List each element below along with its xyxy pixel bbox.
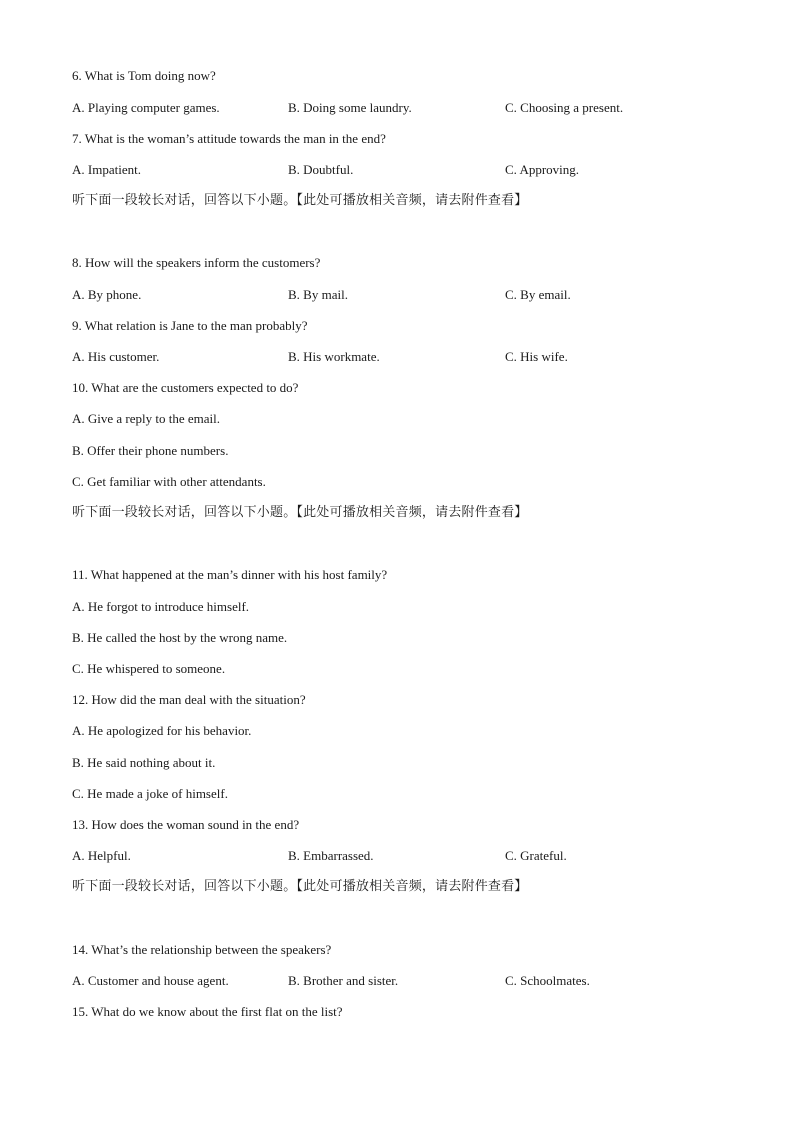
question-9-option-c: C. His wife. <box>505 349 568 364</box>
question-10-option-a: A. Give a reply to the email. <box>72 411 221 426</box>
question-8-option-b: B. By mail. <box>288 287 348 302</box>
listening-instruction-2: 听下面一段较长对话，回答以下小题。【此处可播放相关音频，请去附件查看】 <box>72 505 528 520</box>
question-6-option-b: B. Doing some laundry. <box>288 100 412 115</box>
question-9-option-a: A. His customer. <box>72 349 160 364</box>
question-13-option-b: B. Embarrassed. <box>288 848 374 863</box>
question-14-stem: 14. What’s the relationship between the speakers? <box>72 942 332 957</box>
question-7-option-a: A. Impatient. <box>72 162 141 177</box>
question-14-option-c: C. Schoolmates. <box>505 973 590 988</box>
question-11-option-c: C. He whispered to someone. <box>72 661 226 676</box>
question-7-option-c: C. Approving. <box>505 162 580 177</box>
listening-instruction-3: 听下面一段较长对话，回答以下小题。【此处可播放相关音频，请去附件查看】 <box>72 879 528 894</box>
listening-instruction-1: 听下面一段较长对话，回答以下小题。【此处可播放相关音频，请去附件查看】 <box>72 193 528 208</box>
question-12-option-a: A. He apologized for his behavior. <box>72 723 252 738</box>
question-15-stem: 15. What do we know about the first flat on the list? <box>72 1004 343 1019</box>
question-6-option-c: C. Choosing a present. <box>505 100 624 115</box>
question-13-stem: 13. How does the woman sound in the end? <box>72 817 300 832</box>
question-12-stem: 12. How did the man deal with the situation? <box>72 692 306 707</box>
question-13-option-a: A. Helpful. <box>72 848 131 863</box>
question-7-option-b: B. Doubtful. <box>288 162 354 177</box>
question-14-option-b: B. Brother and sister. <box>288 973 399 988</box>
question-11-option-a: A. He forgot to introduce himself. <box>72 599 250 614</box>
question-8-option-c: C. By email. <box>505 287 571 302</box>
question-9-option-b: B. His workmate. <box>288 349 380 364</box>
question-12-option-c: C. He made a joke of himself. <box>72 786 228 801</box>
question-7-stem: 7. What is the woman’s attitude towards the man in the end? <box>72 131 386 146</box>
question-8-option-a: A. By phone. <box>72 287 142 302</box>
question-11-option-b: B. He called the host by the wrong name. <box>72 630 288 645</box>
question-10-option-c: C. Get familiar with other attendants. <box>72 474 266 489</box>
question-6-option-a: A. Playing computer games. <box>72 100 220 115</box>
question-11-stem: 11. What happened at the man’s dinner with his host family? <box>72 567 388 582</box>
question-6-stem: 6. What is Tom doing now? <box>72 68 216 83</box>
question-12-option-b: B. He said nothing about it. <box>72 755 216 770</box>
question-14-option-a: A. Customer and house agent. <box>72 973 229 988</box>
question-10-option-b: B. Offer their phone numbers. <box>72 443 229 458</box>
question-8-stem: 8. How will the speakers inform the customers? <box>72 255 321 270</box>
question-13-option-c: C. Grateful. <box>505 848 567 863</box>
question-9-stem: 9. What relation is Jane to the man probably? <box>72 318 308 333</box>
question-10-stem: 10. What are the customers expected to do? <box>72 380 299 395</box>
